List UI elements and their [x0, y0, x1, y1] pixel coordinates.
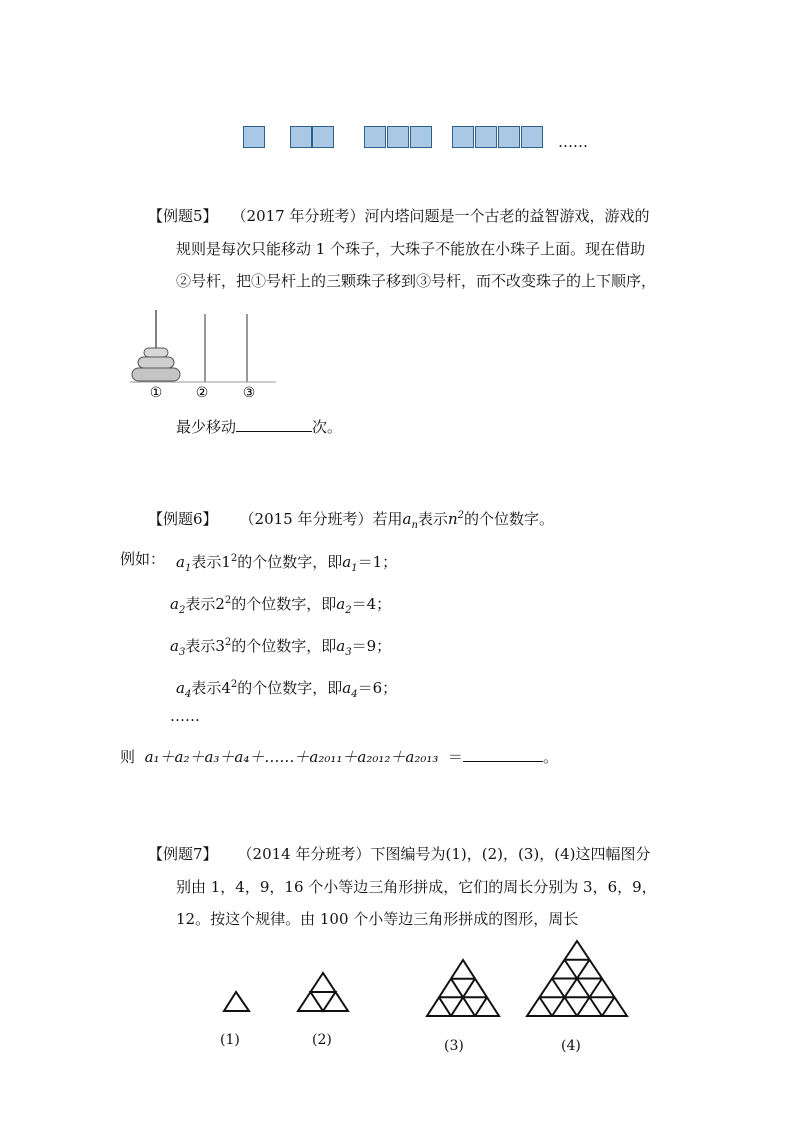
- square: [521, 126, 543, 148]
- example-row: $a_4$表示$4^2$的个位数字，即$a_4=6$；: [176, 679, 398, 700]
- example-text: 下图编号为(1)，(2)，(3)，(4)这四幅图分: [370, 845, 651, 863]
- example-tag: 【例题7】: [148, 845, 218, 863]
- square: [387, 126, 409, 148]
- example-text: 河内塔问题是一个古老的益智游戏，游戏的: [364, 207, 650, 225]
- example-source: （2017 年分班考）: [231, 207, 365, 225]
- example-text: 若用: [372, 510, 403, 528]
- answer-blank[interactable]: [463, 761, 543, 762]
- square: [452, 126, 474, 148]
- sum-line: 则 a₁＋a₂＋a₃＋a₄＋……＋a₂₀₁₁＋a₂₀₁₂＋a₂₀₁₃ ＝ 。: [120, 748, 558, 766]
- hanoi-figure: [128, 306, 278, 402]
- peg-label: ②: [195, 385, 209, 401]
- example-text: 12。按这个规律。由 100 个小等边三角形拼成的图形，周长: [176, 910, 579, 928]
- example-row: $a_2$表示$2^2$的个位数字，即$a_2=4$；: [170, 595, 392, 616]
- example-text: 别由 1，4，9，16 个小等边三角形拼成，它们的周长分别为 3，6，9，: [176, 878, 657, 896]
- answer-blank[interactable]: [236, 431, 312, 432]
- example-source: （2014 年分班考）: [237, 845, 371, 863]
- square: [498, 126, 520, 148]
- ellipsis: ……: [170, 707, 200, 725]
- sum-expression: a₁＋a₂＋a₃＋a₄＋……＋a₂₀₁₁＋a₂₀₁₂＋a₂₀₁₃: [144, 748, 439, 766]
- triangle-figure-1: [224, 992, 249, 1011]
- square: [290, 126, 312, 148]
- figure-label: (2): [312, 1032, 332, 1048]
- figure-label: (1): [220, 1032, 240, 1048]
- figure-label: (4): [561, 1038, 581, 1054]
- peg-label: ③: [242, 385, 256, 401]
- triangle-figure-4: [527, 941, 627, 1016]
- example-label: 例如：: [120, 550, 166, 568]
- figure-label: (3): [444, 1038, 464, 1054]
- triangle-figure-2: [298, 973, 348, 1011]
- square: [243, 126, 265, 148]
- question-text: 最少移动: [176, 418, 237, 436]
- question-text: 次。: [312, 418, 343, 436]
- example-row: $a_1$表示$1^2$的个位数字，即$a_1=1$；: [176, 553, 398, 574]
- square: [410, 126, 432, 148]
- example-tag: 【例题6】: [148, 510, 218, 528]
- example-text: 规则是每次只能移动 1 个珠子，大珠子不能放在小珠子上面。现在借助: [176, 240, 646, 258]
- example-source: （2015 年分班考）: [239, 510, 373, 528]
- square: [364, 126, 386, 148]
- ellipsis: ……: [558, 133, 588, 151]
- peg-label: ①: [149, 385, 163, 401]
- example-row: $a_3$表示$3^2$的个位数字，即$a_3=9$；: [170, 637, 392, 658]
- square: [312, 126, 334, 148]
- example-tag: 【例题5】: [148, 207, 218, 225]
- triangle-figure-3: [427, 960, 499, 1016]
- example-text: ②号杆，把①号杆上的三颗珠子移到③号杆，而不改变珠子的上下顺序，: [176, 272, 657, 290]
- square: [475, 126, 497, 148]
